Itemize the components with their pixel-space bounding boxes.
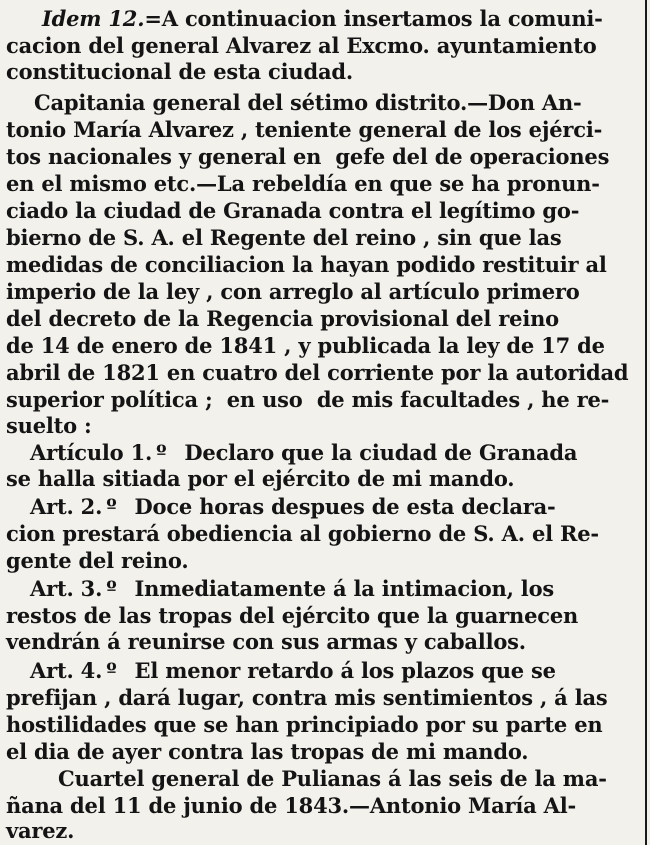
art4-text-1: El menor retardo á los plazos que se [134,658,556,683]
preamble-line-12: superior política ; en uso de mis facultades , he re- [6,387,610,412]
intro-text-1: =A continuacion insertamos la comuni- [144,6,603,31]
idem-label: Idem 12. [42,6,145,31]
art3-degree-mark: º [106,576,117,601]
art2-text-1: Doce horas despues de esta declara- [134,494,556,519]
intro-line-2: cacion del general Alvarez al Excmo. ayuntamiento [6,33,597,58]
column-rule [645,0,647,845]
art2-line-3: gente del reino. [6,548,189,573]
art3-label: Art. 3. [30,576,103,601]
art3-text-1: Inmediatamente á la intimacion, los [134,576,555,601]
art3-line-3: vendrán á reunirse con sus armas y caballos. [6,629,526,654]
art1-degree-mark: º [156,440,167,465]
art3-line-2: restos de las tropas del ejército que la guarnecen [6,603,579,628]
intro-line-1 [42,6,603,31]
art4-degree-mark: º [106,658,117,683]
art4-line-3: hostilidades que se han principiado por su parte en [6,712,603,737]
preamble-line-7: medidas de conciliacion la hayan podido restituir al [6,252,607,277]
art1-label: Artículo 1. [30,440,153,465]
art3-line-1 [30,576,554,601]
preamble-line-8: imperio de la ley , con arreglo al artículo primero [6,279,580,304]
art4-line-2: prefijan , dará lugar, contra mis sentimientos , á las [6,685,608,710]
preamble-line-3: tos nacionales y general en gefe del de operaciones [6,144,610,169]
preamble-line-11: abril de 1821 en cuatro del corriente por la autoridad [6,360,629,385]
art2-line-1 [30,494,556,519]
art2-label: Art. 2. [30,494,103,519]
preamble-line-5: ciado la ciudad de Granada contra el legítimo go- [6,198,580,223]
preamble-line-10: de 14 de enero de 1841 , y publicada la ley de 17 de [6,333,605,358]
preamble-line-6: bierno de S. A. el Regente del reino , sin que las [6,225,562,250]
preamble-line-9: del decreto de la Regencia provisional del reino [6,306,559,331]
art4-label: Art. 4. [30,658,103,683]
art1-line-2: se halla sitiada por el ejército de mi mando. [6,466,515,491]
art2-line-2: cion prestará obediencia al gobierno de S. A. el Re- [6,521,599,546]
closing-line-1: Cuartel general de Pulianas á las seis de la ma- [58,766,607,791]
art4-line-4: el dia de ayer contra las tropas de mi mando. [6,739,529,764]
art1-line-1 [30,440,577,465]
closing-line-3: varez. [6,818,75,843]
preamble-line-2: tonio María Alvarez , teniente general de los ejérci- [6,117,603,142]
art2-degree-mark: º [106,494,117,519]
art4-line-1 [30,658,556,683]
preamble-line-4: en el mismo etc.—La rebeldía en que se ha pronun- [6,171,600,196]
preamble-line-13: suelto : [6,413,92,438]
preamble-line-1: Capitania general del sétimo distrito.—Don An- [34,90,582,115]
closing-line-2: ñana del 11 de junio de 1843.—Antonio María Al- [6,793,577,818]
art1-text-1: Declaro que la ciudad de Granada [184,440,578,465]
intro-line-3: constitucional de esta ciudad. [6,59,353,84]
